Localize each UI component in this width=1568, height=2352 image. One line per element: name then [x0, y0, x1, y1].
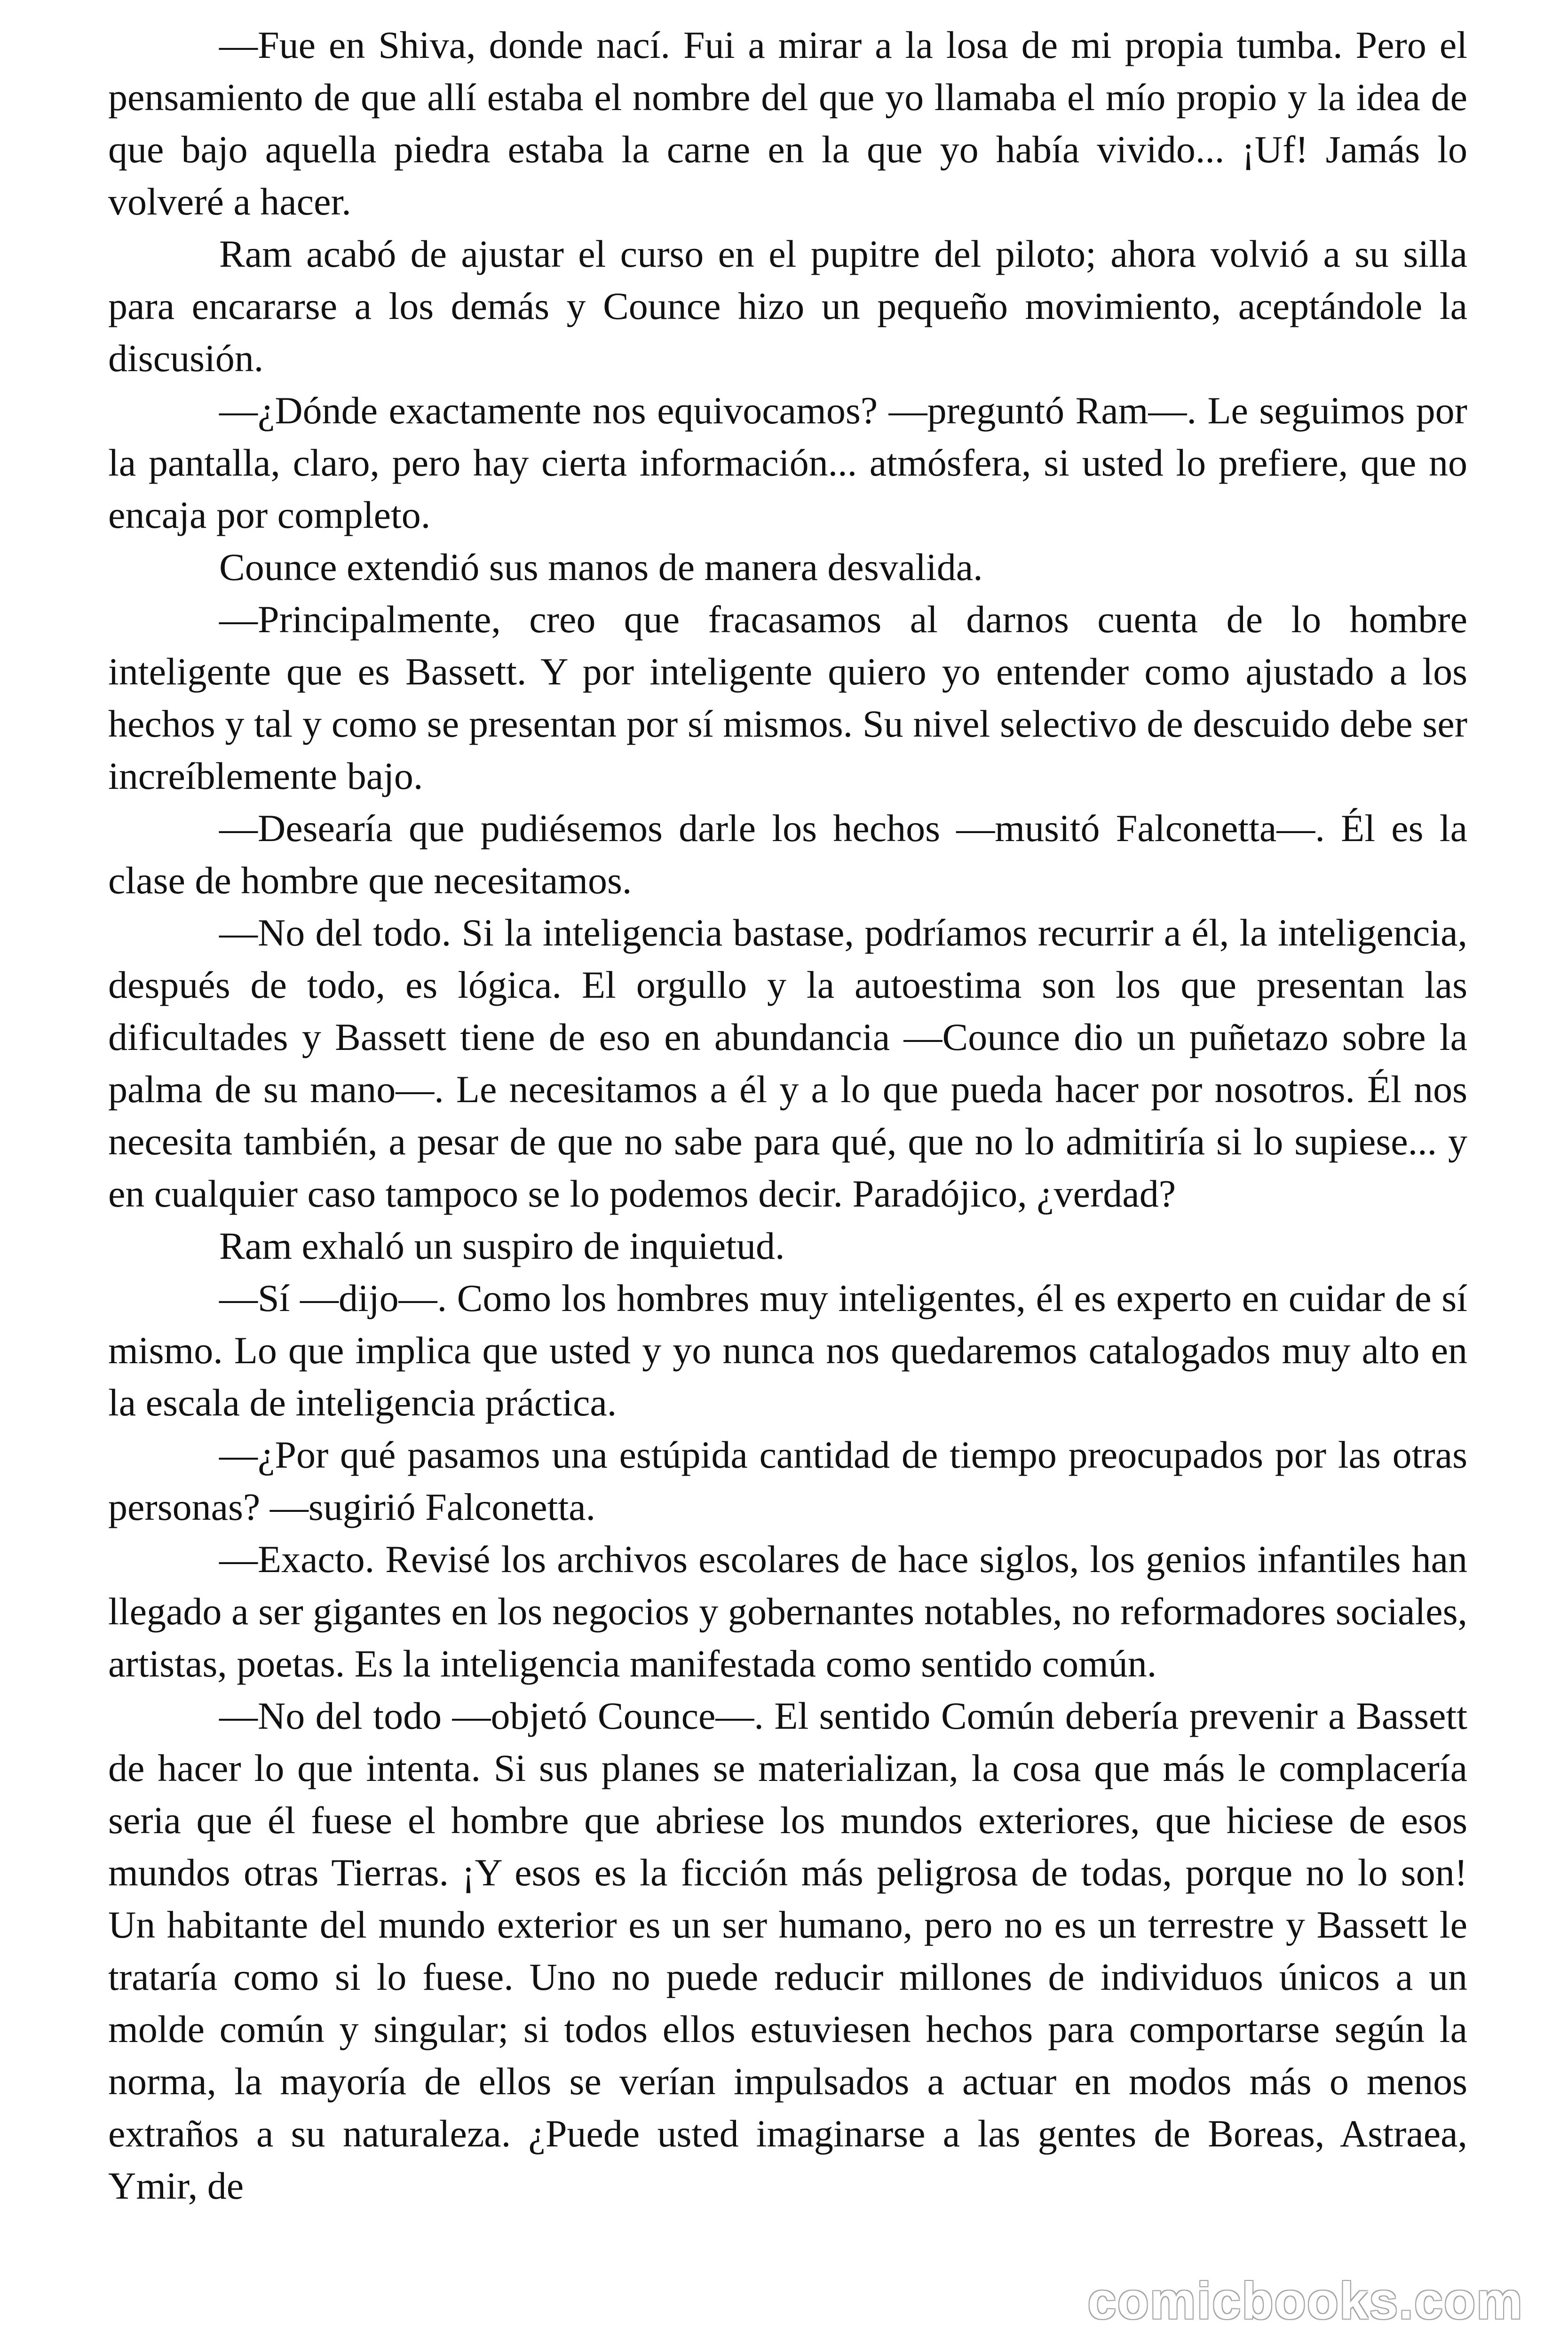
- paragraph: —Fue en Shiva, donde nací. Fui a mirar a la losa de mi propia tumba. Pero el pensamiento de que allí estaba el nombre del que yo llamaba el mío propio y la idea de que bajo aquella piedra estaba la carne en la que yo había vivido... ¡Uf! Jamás lo volveré a hacer.: [108, 24, 1467, 223]
- paragraph: —¿Por qué pasamos una estúpida cantidad de tiempo preocupados por las otras personas? —sugirió Falconetta.: [108, 1433, 1467, 1528]
- watermark: comicbooks.com: [1087, 2272, 1523, 2330]
- paragraph: —Sí —dijo—. Como los hombres muy inteligentes, él es experto en cuidar de sí mismo. Lo que implica que usted y yo nunca nos quedaremos catalogados muy alto en la escala de inteligencia práctica.: [108, 1277, 1467, 1424]
- paragraph: —No del todo —objetó Counce—. El sentido Común debería prevenir a Bassett de hacer lo que intenta. Si sus planes se materializan, la cosa que más le complacería seria que él fuese el hombre que abriese los mundos exteriores, que hiciese de esos mundos otras Tierras. ¡Y esos es la ficción más peligrosa de todas, porque no lo son! Un habitante del mundo exterior es un ser humano, pero no es un terrestre y Bassett le trataría como si lo fuese. Uno no puede reducir millones de individuos únicos a un molde común y singular; si todos ellos estuviesen hechos para comportarse según la norma, la mayoría de ellos se verían impulsados a actuar en modos más o menos extraños a su naturaleza. ¿Puede usted imaginarse a las gentes de Boreas, Astraea, Ymir, de: [108, 1694, 1467, 2207]
- paragraph: —Exacto. Revisé los archivos escolares de hace siglos, los genios infantiles han llegado a ser gigantes en los negocios y gobernantes notables, no reformadores sociales, artistas, poetas. Es la inteligencia manifestada como sentido común.: [108, 1538, 1467, 1685]
- book-page: [108, 19, 1467, 2333]
- paragraph: Counce extendió sus manos de manera desvalida.: [219, 546, 983, 588]
- paragraph: —Desearía que pudiésemos darle los hechos —musitó Falconetta—. Él es la clase de hombre que necesitamos.: [108, 807, 1467, 902]
- paragraph: —Principalmente, creo que fracasamos al darnos cuenta de lo hombre inteligente que es Bassett. Y por inteligente quiero yo entender como ajustado a los hechos y tal y como se presentan por sí mismos. Su nivel selectivo de descuido debe ser increíblemente bajo.: [108, 598, 1467, 797]
- paragraph: —No del todo. Si la inteligencia bastase, podríamos recurrir a él, la inteligencia, después de todo, es lógica. El orgullo y la autoestima son los que presentan las dificultades y Bassett tiene de eso en abundancia —Counce dio un puñetazo sobre la palma de su mano—. Le necesitamos a él y a lo que pueda hacer por nosotros. Él nos necesita también, a pesar de que no sabe para qué, que no lo admitiría si lo supiese... y en cualquier caso tampoco se lo podemos decir. Paradójico, ¿verdad?: [108, 911, 1467, 1215]
- paragraph: Ram exhaló un suspiro de inquietud.: [219, 1224, 785, 1267]
- paragraph: Ram acabó de ajustar el curso en el pupitre del piloto; ahora volvió a su silla para encararse a los demás y Counce hizo un pequeño movimiento, aceptándole la discusión.: [108, 232, 1467, 380]
- paragraph: —¿Dónde exactamente nos equivocamos? —preguntó Ram—. Le seguimos por la pantalla, claro, pero hay cierta información... atmósfera, si usted lo prefiere, que no encaja por completo.: [108, 389, 1467, 536]
